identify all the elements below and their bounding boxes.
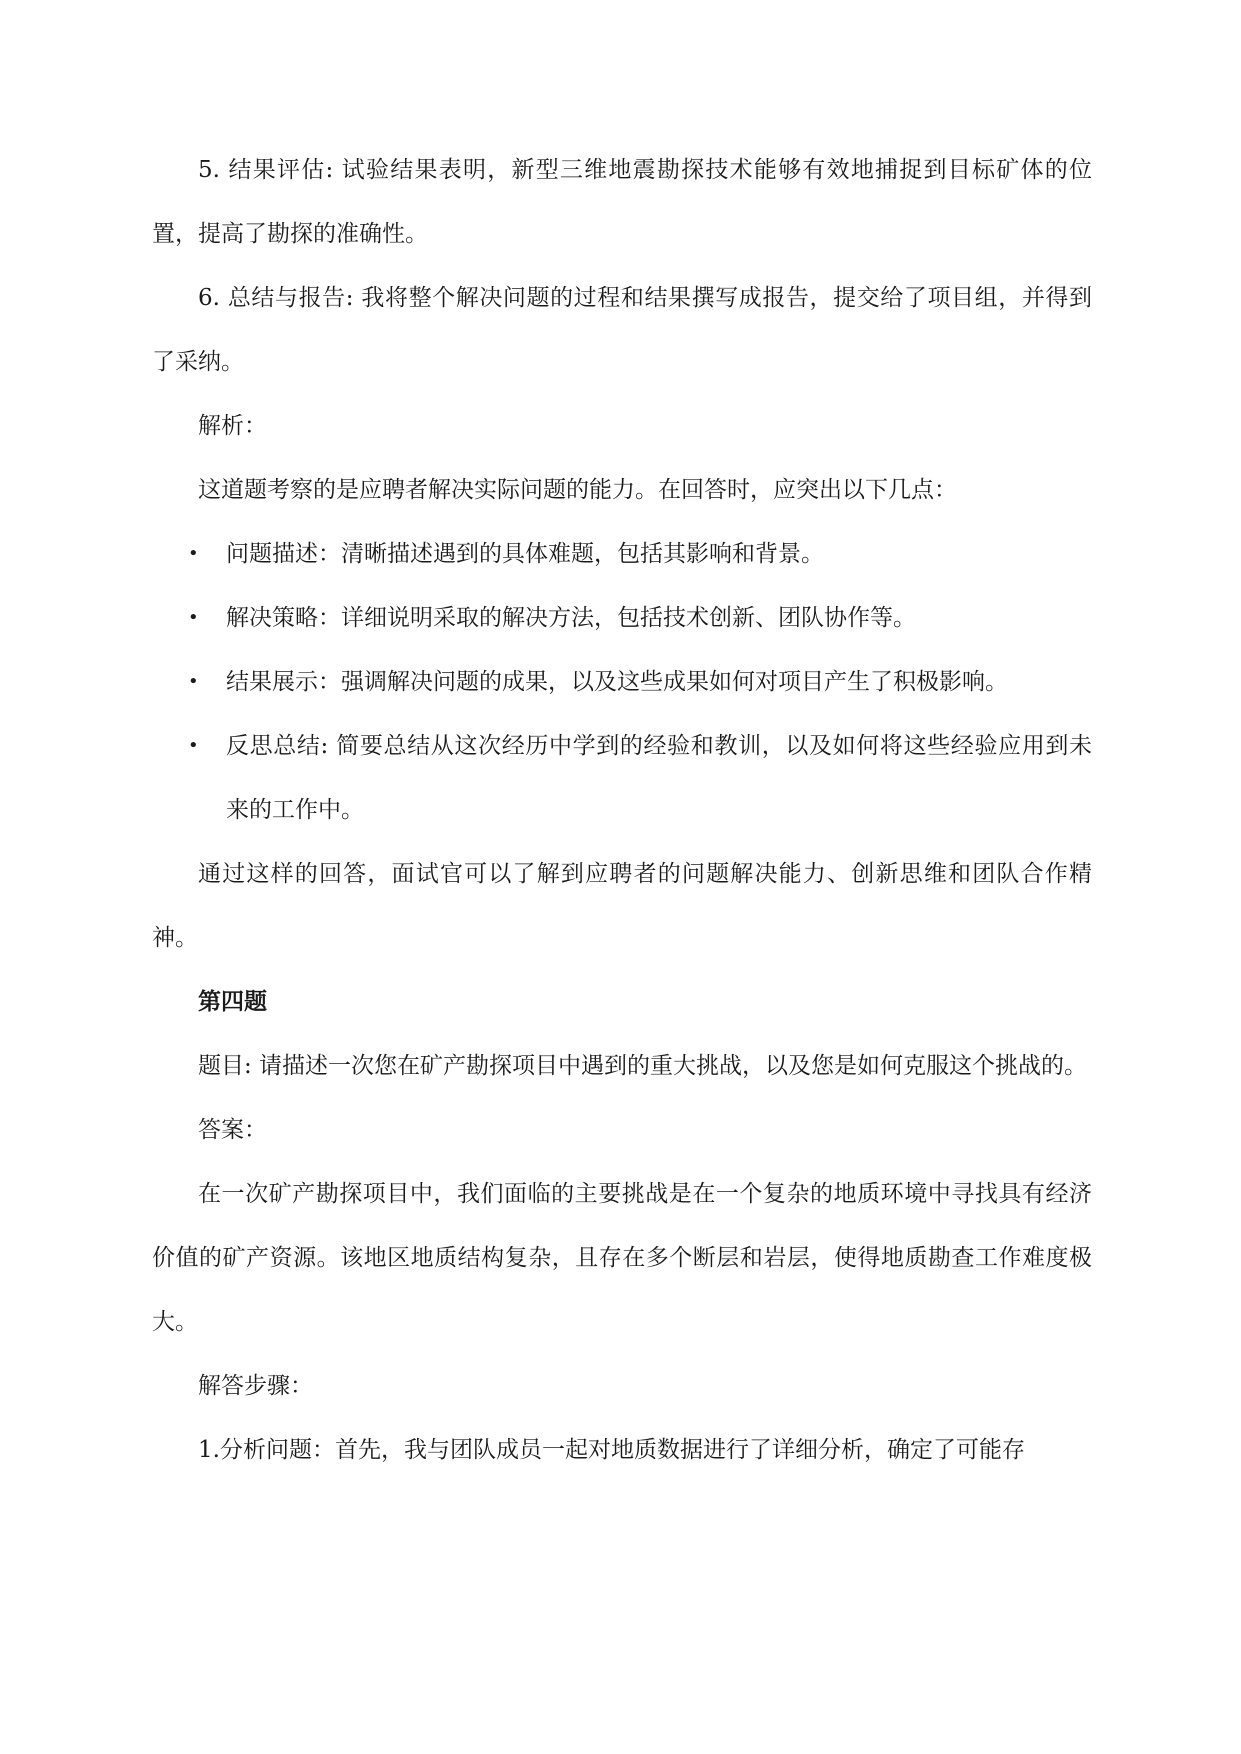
list-item-text: 反思总结: 简要总结从这次经历中学到的经验和教训，以及如何将这些经验应用到未来的工作中。: [226, 733, 1092, 823]
analysis-intro: 这道题考察的是应聘者解决实际问题的能力。在回答时，应突出以下几点：: [198, 477, 957, 503]
conclusion-paragraph: 通过这样的回答，面试官可以了解到应聘者的问题解决能力、创新思维和团队合作精神。: [152, 861, 1092, 951]
list-item-text: 结果展示：强调解决问题的成果，以及这些成果如何对项目产生了积极影响。: [226, 669, 1008, 695]
list-item: [188, 586, 1092, 650]
bullet-icon: •: [188, 671, 199, 692]
step-1-paragraph: 1.分析问题：首先，我与团队成员一起对地质数据进行了详细分析，确定了可能存: [198, 1437, 1025, 1463]
answer-label: 答案：: [198, 1117, 267, 1143]
key-points-list: [152, 522, 1092, 842]
list-item: [188, 522, 1092, 586]
list-item-text: 解决策略：详细说明采取的解决方法，包括技术创新、团队协作等。: [226, 605, 916, 631]
bullet-icon: •: [188, 735, 199, 756]
bullet-icon: •: [188, 543, 199, 564]
bullet-icon: •: [188, 607, 199, 628]
document-page: [152, 138, 1092, 1482]
analysis-label: 解析：: [198, 413, 267, 439]
steps-label: 解答步骤：: [198, 1373, 313, 1399]
list-item: [188, 714, 1092, 842]
list-item-text: 问题描述：清晰描述遇到的具体难题，包括其影响和背景。: [226, 541, 824, 567]
section-heading: 第四题: [198, 989, 267, 1015]
paragraph-result-evaluation: 5. 结果评估: 试验结果表明，新型三维地震勘探技术能够有效地捕捉到目标矿体的位置，提高了勘探的准确性。: [152, 157, 1092, 247]
paragraph-summary-report: 6. 总结与报告: 我将整个解决问题的过程和结果撰写成报告，提交给了项目组，并得到了采纳。: [152, 285, 1092, 375]
question-paragraph: 题目: 请描述一次您在矿产勘探项目中遇到的重大挑战，以及您是如何克服这个挑战的。: [198, 1053, 1088, 1079]
list-item: [188, 650, 1092, 714]
answer-paragraph: 在一次矿产勘探项目中，我们面临的主要挑战是在一个复杂的地质环境中寻找具有经济价值的矿产资源。该地区地质结构复杂，且存在多个断层和岩层，使得地质勘查工作难度极大。: [152, 1181, 1092, 1335]
